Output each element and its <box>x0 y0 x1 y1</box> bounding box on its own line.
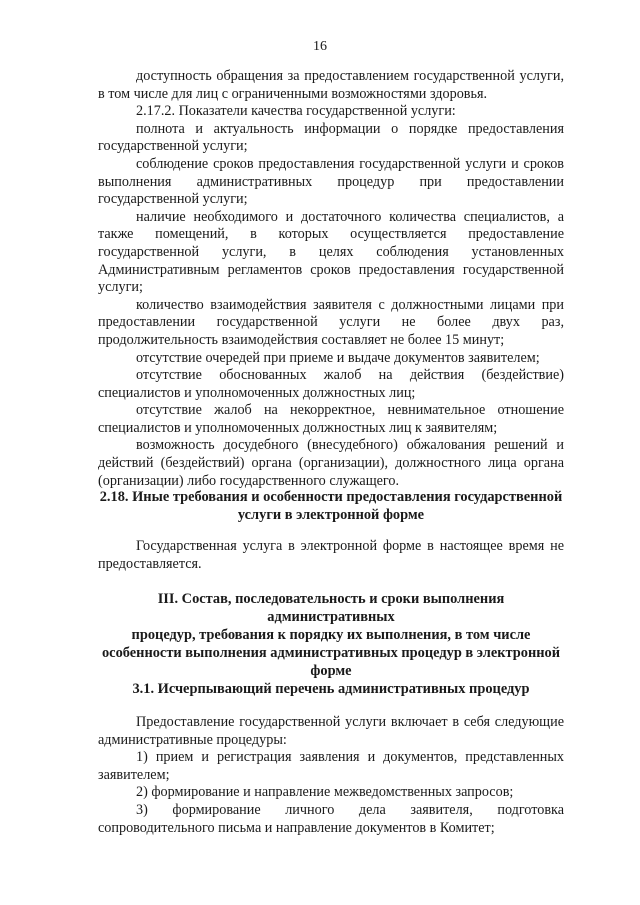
section-2-18-body <box>98 538 564 573</box>
list-item: полнота и актуальность информации о порядке предоставления государственной услуги; <box>98 120 564 155</box>
section-3-1-body <box>98 714 564 837</box>
paragraph-3-1-intro: Предоставление государственной услуги включает в себя следующие административные процедуры: <box>98 714 564 748</box>
list-item: возможность досудебного (внесудебного) обжалования решений и действий (бездействий) органа (организации), должностного лица органа (организации) либо государственного служащего. <box>98 437 564 489</box>
paragraph-2-18-text: Государственная услуга в электронной форме в настоящее время не предоставляется. <box>98 538 564 572</box>
heading-line: процедур, требования к порядку их выполнения, в том числе <box>131 627 531 643</box>
list-item: наличие необходимого и достаточного количества специалистов, а также помещений, в которых осуществляется предоставление государственной услуги, в целях соблюдения установленных Административным регламентов сроков предоставления государственной услуги; <box>98 208 564 296</box>
heading-line: услуги в электронной форме <box>237 507 425 523</box>
list-item: отсутствие обоснованных жалоб на действия (бездействие) специалистов и уполномоченных должностных лиц; <box>98 367 564 401</box>
section-2-17-block <box>98 68 564 490</box>
list-item: 2) формирование и направление межведомственных запросов; <box>136 784 514 801</box>
heading-line: 2.18. Иные требования и особенности предоставления государственной <box>99 489 563 505</box>
list-item: 3) формирование личного дела заявителя, подготовка сопроводительного письма и направление документов в Комитет; <box>98 801 564 836</box>
list-item: отсутствие жалоб на некорректное, невнимательное отношение специалистов и уполномоченных должностных лиц к заявителям; <box>98 402 564 436</box>
page-number: 16 <box>313 39 327 54</box>
section-3-heading <box>98 590 564 680</box>
heading-line: 3.1. Исчерпывающий перечень административных процедур <box>132 681 530 697</box>
section-3-1-heading <box>98 680 564 698</box>
heading-line: форме <box>310 663 352 679</box>
heading-line: особенности выполнения административных процедур в электронной <box>101 645 561 661</box>
list-item: количество взаимодействия заявителя с должностными лицами при предоставлении государственной услуги не более двух раз, продолжительность взаимодействия составляет не более 15 минут; <box>98 296 564 348</box>
section-2-18-heading <box>98 488 564 524</box>
paragraph-2-17-2-heading: 2.17.2. Показатели качества государственной услуги: <box>136 103 456 120</box>
heading-line: III. Состав, последовательность и сроки выполнения административных <box>157 591 505 625</box>
list-item: отсутствие очередей при приеме и выдаче документов заявителем; <box>136 349 540 366</box>
list-item: 1) прием и регистрация заявления и документов, представленных заявителем; <box>98 749 564 783</box>
list-item: соблюдение сроков предоставления государственной услуги и сроков выполнения административных процедур при предоставлении государственной услуги; <box>98 155 564 208</box>
paragraph-intro: доступность обращения за предоставлением государственной услуги, в том числе для лиц с ограниченными возможностями здоровья. <box>98 68 564 102</box>
